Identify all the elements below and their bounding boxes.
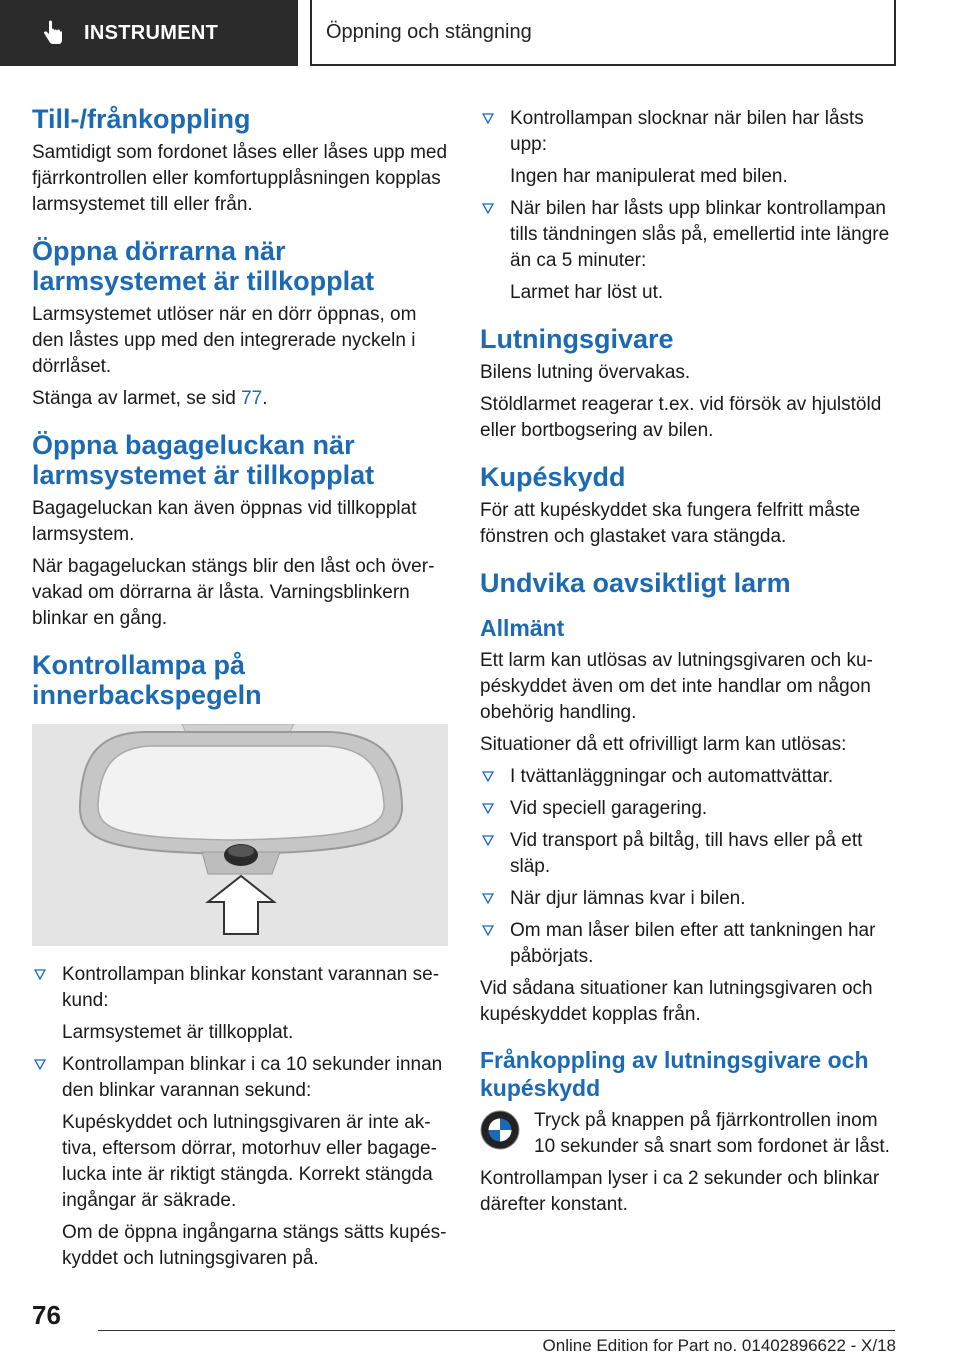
list-item-subtext: Ingen har manipulerat med bilen. <box>510 166 788 187</box>
list-item-text: Kontrollampan blinkar i ca 10 sekunder innan den blinkar varannan sekund: <box>62 1054 443 1101</box>
paragraph: Samtidigt som fordonet låses eller låses upp med fjärrkontrollen eller komfortupplåsningen kopplas larmsystemet till eller från. <box>32 142 448 215</box>
indicator-list-left <box>32 962 448 1272</box>
triangle-bullet-icon <box>482 925 494 936</box>
bmw-logo-icon <box>480 1110 520 1150</box>
note-text: Tryck på knappen på fjärrkontrollen inom 10 sekunder så snart som fordonet är låst. <box>534 1110 890 1157</box>
list-item <box>480 918 896 970</box>
list-item-text: Vid transport på biltåg, till havs eller på ett släp. <box>510 830 863 877</box>
paragraph: Vid sådana situationer kan lutningsgivaren och kupéskyddet kopplas från. <box>480 978 873 1025</box>
paragraph-page-reference <box>32 386 448 412</box>
list-item <box>480 196 896 306</box>
header-section-tab <box>0 0 298 66</box>
indicator-list-right <box>480 106 896 306</box>
heading-oppna-bagageluckan: Öppna bagageluckan när larmsystemet är tillkopplat <box>32 430 375 490</box>
list-item-subtext: Om de öppna ingångarna stängs sätts kupéskyddet och lutningsgivaren på. <box>62 1222 447 1269</box>
right-column <box>480 100 896 1224</box>
mirror-drawing <box>32 724 448 946</box>
paragraph: Ett larm kan utlösas av lutningsgivaren och kupéskyddet även om det inte handlar om någon obehörig handling. <box>480 650 873 723</box>
list-item-text: Kontrollampan slocknar när bilen har låsts upp: <box>510 108 864 155</box>
remote-note <box>480 1108 896 1160</box>
list-item <box>480 106 896 190</box>
list-item-text: Vid speciell garagering. <box>510 798 708 819</box>
heading-kupeskydd: Kupéskydd <box>480 462 626 492</box>
subheading-frankoppling: Frånkoppling av lutningsgivare och kupéskydd <box>480 1047 869 1101</box>
paragraph: Bagageluckan kan även öppnas vid tillkopplat larmsystem. <box>32 498 417 545</box>
situation-list <box>480 764 896 970</box>
heading-till-frankoppling: Till-/frånkoppling <box>32 104 251 134</box>
paragraph: Bilens lutning övervakas. <box>480 362 691 383</box>
triangle-bullet-icon <box>482 803 494 814</box>
list-item <box>32 962 448 1046</box>
list-item-subtext: Kupéskyddet och lutningsgivaren är inte aktiva, eftersom dörrar, motorhuv eller bagagelucka inte är riktigt stängda. Korrekt stängda ingångar är säkrade. <box>62 1112 437 1211</box>
list-item <box>32 1052 448 1272</box>
list-item <box>480 764 896 790</box>
triangle-bullet-icon <box>482 771 494 782</box>
list-item-text: Kontrollampan blinkar konstant varannan sekund: <box>62 964 440 1011</box>
list-item-text: När djur lämnas kvar i bilen. <box>510 888 746 909</box>
heading-undvika-larm: Undvika oavsiktligt larm <box>480 568 791 598</box>
list-item-subtext: Larmsystemet är tillkopplat. <box>62 1022 294 1043</box>
paragraph: Kontrollampan lyser i ca 2 sekunder och blinkar därefter konstant. <box>480 1168 880 1215</box>
header-chapter-box <box>310 0 896 66</box>
subheading-allmant: Allmänt <box>480 615 565 641</box>
list-item-text: I tvättanläggningar och automattvättar. <box>510 766 834 787</box>
hand-pointer-icon <box>40 20 66 46</box>
page-number: 76 <box>32 1300 61 1330</box>
list-item-subtext: Larmet har löst ut. <box>510 282 664 303</box>
paragraph: Stöldlarmet reagerar t.ex. vid försök av hjulstöld eller bortbogsering av bilen. <box>480 394 882 441</box>
header-chapter-label: Öppning och stängning <box>326 20 532 43</box>
paragraph: För att kupéskyddet ska fungera felfritt måste fönstren och glastaket vara stängda. <box>480 500 861 547</box>
page-reference-link[interactable]: 77 <box>241 388 263 409</box>
text: Stänga av larmet, se sid <box>32 388 242 409</box>
rearview-mirror-illustration <box>32 724 448 946</box>
footer-divider <box>98 1330 895 1331</box>
heading-lutningsgivare: Lutningsgivare <box>480 324 674 354</box>
list-item <box>480 828 896 880</box>
triangle-bullet-icon <box>34 1059 46 1070</box>
list-item <box>480 796 896 822</box>
list-item <box>480 886 896 912</box>
list-item-text: Om man låser bilen efter att tankningen har påbörjats. <box>510 920 876 967</box>
paragraph: När bagageluckan stängs blir den låst och övervakad om dörrarna är låsta. Varningsblinkern blinkar en gång. <box>32 556 435 629</box>
heading-kontrollampa: Kontrollampa på innerbackspegeln <box>32 650 262 710</box>
header-section-label: INSTRUMENT <box>84 21 219 44</box>
triangle-bullet-icon <box>34 969 46 980</box>
triangle-bullet-icon <box>482 835 494 846</box>
list-item-text: När bilen har låsts upp blinkar kontrollampan tills tändningen slås på, emellertid inte längre än ca 5 minuter: <box>510 198 890 271</box>
paragraph: Larmsystemet utlöser när en dörr öppnas, om den låstes upp med den integrerade nyckeln i dörrlåset. <box>32 304 417 377</box>
left-column <box>32 100 448 1278</box>
paragraph: Situationer då ett ofrivilligt larm kan utlösas: <box>480 734 847 755</box>
triangle-bullet-icon <box>482 113 494 124</box>
text: . <box>262 388 268 409</box>
heading-oppna-dorrarna: Öppna dörrarna när larmsystemet är tillkopplat <box>32 236 375 296</box>
triangle-bullet-icon <box>482 893 494 904</box>
triangle-bullet-icon <box>482 203 494 214</box>
footer-edition: Online Edition for Part no. 01402896622 - X/18 <box>542 1336 896 1355</box>
